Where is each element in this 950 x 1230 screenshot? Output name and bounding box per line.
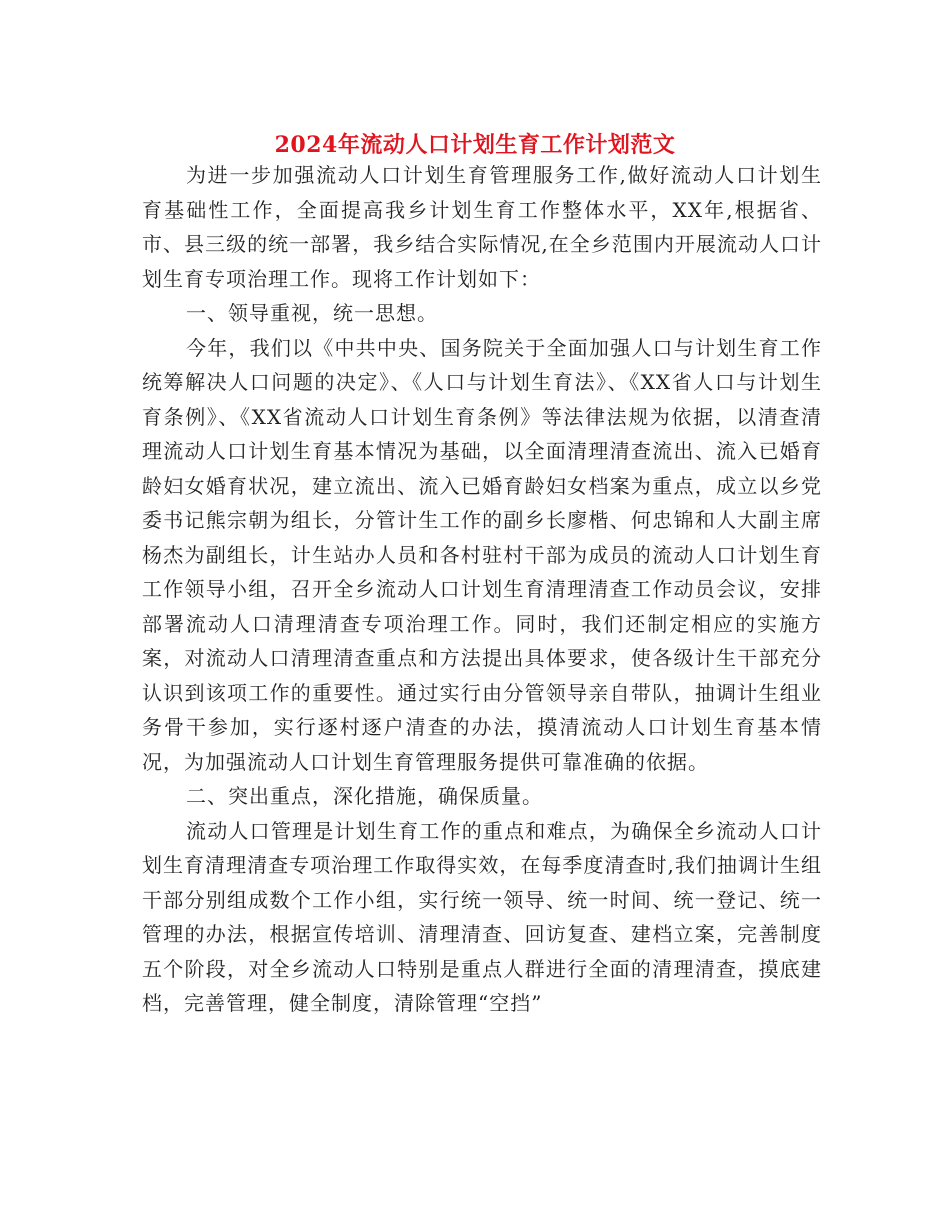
- document-title: 2024年流动人口计划生育工作计划范文: [274, 131, 676, 158]
- document-body: [142, 158, 822, 1021]
- paragraph-section-1: 今年，我们以《中共中央、国务院关于全面加强人口与计划生育工作统筹解决人口问题的决定》、《人口与计划生育法》、《XX省人口与计划生育条例》、《XX省流动人口计划生育条例》等法律法规为依据，以清查清理流动人口计划生育基本情况为基础，以全面清理清查流出、流入已婚育龄妇女婚育状况，建立流出、流入已婚育龄妇女档案为重点，成立以乡党委书记熊宗朝为组长，分管计生工作的副乡长廖楷、何忠锦和人大副主席杨杰为副组长，计生站办人员和各村驻村干部为成员的流动人口计划生育工作领导小组，召开全乡流动人口计划生育清理清查工作动员会议，安排部署流动人口清理清查专项治理工作。同时，我们还制定相应的实施方案，对流动人口清理清查重点和方法提出具体要求，使各级计生干部充分认识到该项工作的重要性。通过实行由分管领导亲自带队，抽调计生组业务骨干参加，实行逐村逐户清查的办法，摸清流动人口计划生育基本情况，为加强流动人口计划生育管理服务提供可靠准确的依据。: [142, 335, 822, 774]
- paragraph-section-2: 流动人口管理是计划生育工作的重点和难点，为确保全乡流动人口计划生育清理清查专项治理工作取得实效，在每季度清查时,我们抽调计生组干部分别组成数个工作小组，实行统一领导、统一时间、统一登记、统一管理的办法，根据宣传培训、清理清查、回访复查、建档立案，完善制度五个阶段，对全乡流动人口特别是重点人群进行全面的清理清查，摸底建档，完善管理，健全制度，清除管理“空挡”: [142, 818, 822, 1015]
- paragraph-intro: 为进一步加强流动人口计划生育管理服务工作,做好流动人口计划生育基础性工作，全面提高我乡计划生育工作整体水平，XX年,根据省、市、县三级的统一部署，我乡结合实际情况,在全乡范围内开展流动人口计划生育专项治理工作。现将工作计划如下：: [142, 163, 822, 291]
- section-heading-2: 二、突出重点，深化措施，确保质量。: [186, 784, 543, 808]
- section-heading-1: 一、领导重视，统一思想。: [186, 301, 438, 325]
